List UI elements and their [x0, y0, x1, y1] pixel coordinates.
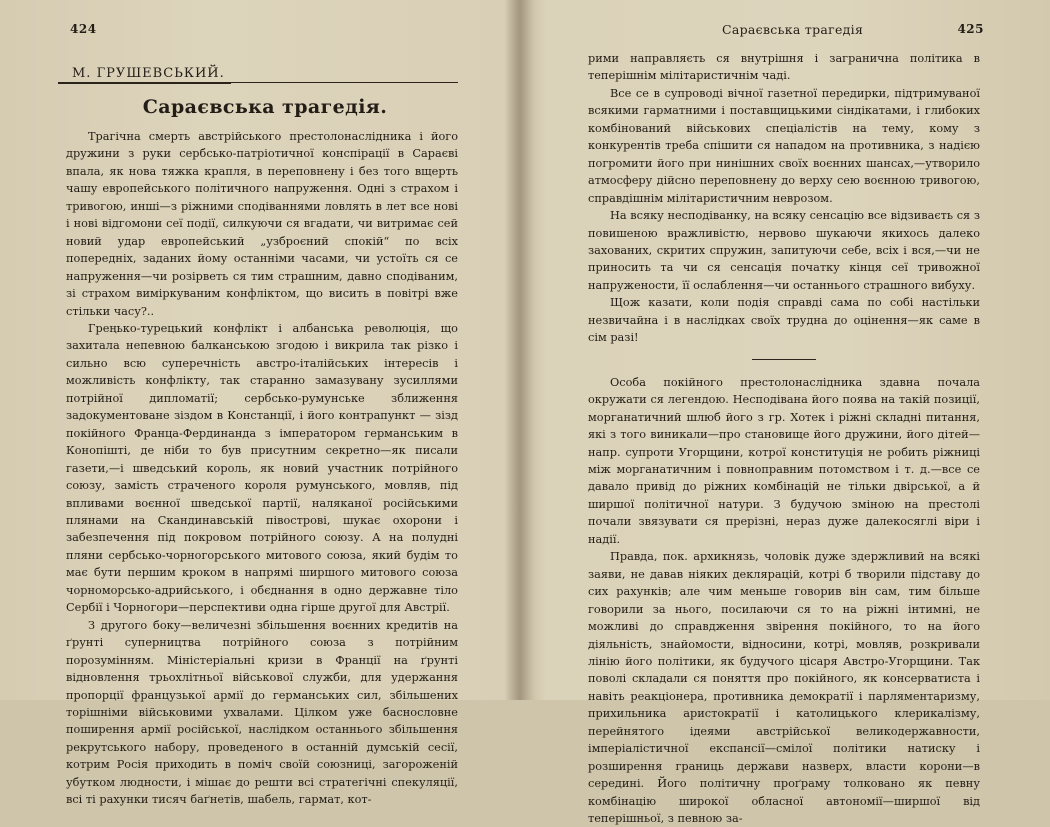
- paragraph: Особа покійного престолонаслідника здавна почала окружати ся легендою. Несподівана його поява на такій позиції, морганатичний шлюб його з гр. Хотек і ріжні складні питання, які з того виникали—про становище його дружини, його дітей—напр. супроти Угорщини, котрої конституція не робить ріжниці між морганатичним і повноправним потомством і т. д.—все се давало привід до ріжних комбінацій не тільки двірської, а й ширшої політичної натури. З будучою зміною на престолі почали звязувати ся прерізні, нераз дуже далекосяглі віри і надії.: [588, 375, 980, 546]
- left-text-column: [66, 128, 458, 809]
- right-page: [532, 0, 1050, 826]
- author-rule: [58, 82, 458, 83]
- paragraph: З другого боку—величезні збільшення воєнних кредитів на ґрунті суперництва потрійного союза з потрійним порозумінням. Міністеріальні кризи в Франції на ґрунті відновлення трьохлітньої військової служби, для удержання пропорції французької армії до германських сил, збільшених торішніми військовими ухвалами. Цілком уже баснословне поширення армії російської, наслідком останнього збільшення рекрутського набору, проведеного в останній думській сесії, котрим Росія приходить в поміч своїй союзниці, загороженій убутком людности, і мішає до решти всі стратегічні спекуляції, всі ті рахунки тисяч баґнетів, шабель, гармат, кот-: [66, 618, 458, 807]
- section-separator: [752, 359, 816, 360]
- paragraph: Все се в супроводі вічної газетної передирки, підтримуваної всякими гарматними і поставщицькими сіндікатами, і глибоких комбінований військових спеціалістів на тему, кому з конкурентів треба спішити ся нападом на противника, з надією погромити його при нинішних своїх воєнних шансах,—утворило атмосферу дійсно переповнену до верху сею воєнною тривогою, справдішнім мілітаристичним неврозом.: [588, 86, 980, 205]
- author-name: М. ГРУШЕВСЬКИЙ.: [58, 66, 231, 84]
- author-heading: [58, 62, 458, 84]
- paragraph: Правда, пок. архикнязь, чоловік дуже здержливий на всякі заяви, не давав ніяких деклярацій, котрі б творили підставу до сих рахунків; але чим меньше говорив він сам, тим більше говорили за нього, посилаючи ся то на ріжні інтимні, не можливі до справдження звірення покійного, то на його діяльність, знайомости, відносини, котрі, мовляв, розкривали лінію його політики, як будучого цісаря Австро-Угорщини. Так поволі складали ся поняття про покійного, як консерватиста і навіть реакціонера, противника демократії і парляментаризму, прихильника аристократії і католицького клерикалізму, перейнятого ідеями австрійської великодержавности, імперіалістичної експансії—смілої політики натиску і розширення границь держави назверх, власти корони—в середині. Його політичну проґраму толковано як певну комбінацію широкої обласної автономії—ширшої від теперішньої, з певною за-: [588, 550, 980, 826]
- page-number-left: 424: [70, 22, 97, 36]
- article-title: Сараєвська трагедія.: [142, 96, 388, 118]
- left-page: [0, 0, 510, 807]
- paragraph: Щож казати, коли подія справді сама по собі настільки незвичайна і в наслідках своїх трудна до оцінення—як саме в сім разі!: [588, 296, 980, 345]
- paragraph: рими направляєть ся внутрішня і загранична політика в теперішнім мілітаристичнім чаді.: [588, 52, 980, 83]
- page-number-right: 425: [957, 22, 984, 36]
- right-text-column: [588, 50, 980, 827]
- paragraph: Трагічна смерть австрійського престолонаслідника і його дружини з руки сербсько-патріотичної конспірації в Сараєві впала, як нова тяжка крапля, в переповнену і без того вщерть чашу европейського політичного напруження. Одні з страхом і тривогою, инші—з ріжними сподіваннями ловлять в лет все нові і нові відгомони сеї події, силкуючи ся вгадати, чи витримає сей новий удар европейський „узброєний спокій“ по всіх попередніх, заданих йому останніми часами, чи устоїть ся се напруження—чи розірветь ся тим страшним, давно сподіваним, зі страхом виміркуваним конфліктом, що висить в повітрі вже стільки часу?..: [66, 130, 458, 318]
- paragraph: Греңько-турецький конфлікт і албанська революція, що захитала непевною балканською згодою і викрила так різко і сильно всю суперечність австро-італійських інтересів і можливість конфлікту, так старанно замазувану зусиллями потрійної дипломатії; сербсько-румунське зближення задокументоване зіздом в Констанції, і його контрапункт — зізд покійного Франца-Фердинанда з імператором германським в Конопішті, де ніби то був присутним секретно—як писали газети,—і шведський король, як новий участник потрійного союзу, замість страченого короля румунського, мовляв, під впливами воєнної шведської партії, наляканої російськими плянами на Скандинавській півострові, шукає охорони і забезпечення під покровом потрійного союзу. А на полудні пляни сербсько-чорногорського митового союза, який будім то має бути першим кроком в напрямі ширшого митового союза чорноморсько-адрийського, і обєднання в одно державне тіло Сербії і Чорногори—перспективи одна гірше другої для Австрії.: [66, 321, 458, 615]
- running-head: Сараєвська трагедія: [722, 22, 864, 37]
- paragraph: На всяку несподіванку, на всяку сенсацію все відзиваєть ся з повишеною вражливістю, нервово шукаючи якихось далеко захованих, скритих спружин, запитуючи себе, всіх і вся,—чи не приносить та чи ся сенсація початку кінця сеї тривожної напружености, її ослаблення—чи останнього страшного вибуху.: [588, 209, 980, 292]
